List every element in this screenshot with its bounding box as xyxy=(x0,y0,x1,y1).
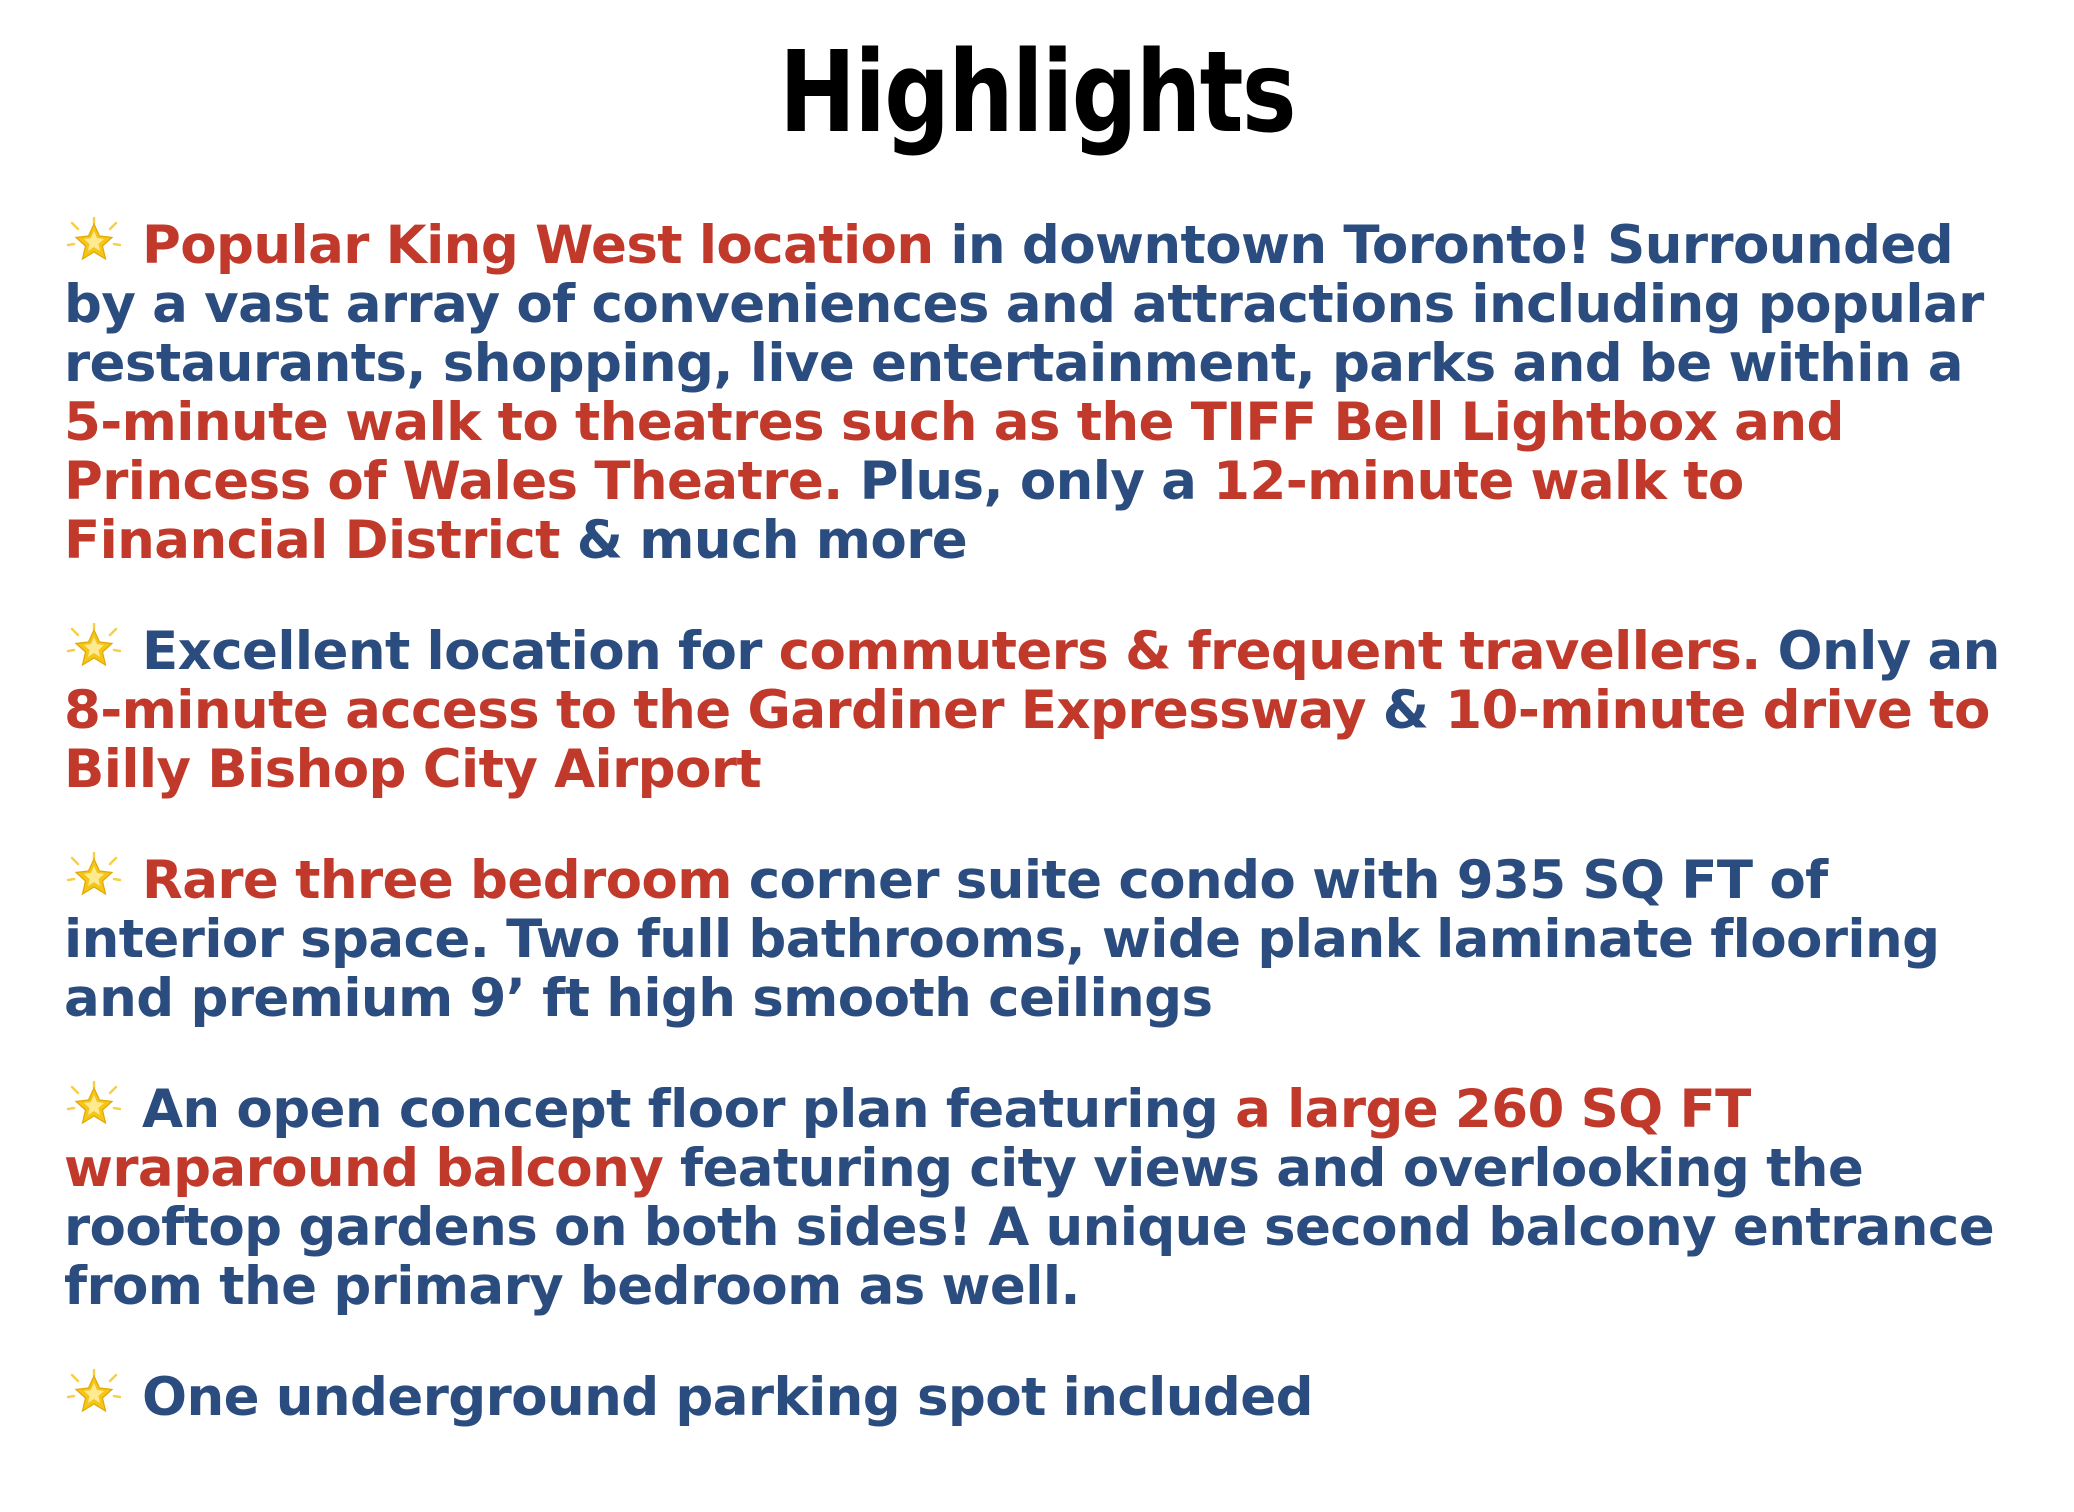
page-title: Highlights xyxy=(779,28,1295,158)
highlight-text-red: 5-minute walk to theatres such as the TIFF Bell Lightbox and Princess of Wales Theatre. xyxy=(64,392,1844,512)
glowing-star-icon xyxy=(64,852,124,902)
highlight-item xyxy=(64,1368,2004,1427)
highlight-text-red: a large 260 SQ FT wraparound balcony xyxy=(64,1079,1751,1199)
highlight-text-red: Rare three bedroom xyxy=(142,850,732,911)
highlight-text-red: 12-minute walk to Financial District xyxy=(64,451,1744,571)
highlight-text: An open concept floor plan featuring xyxy=(142,1079,1236,1140)
highlight-text: Only an xyxy=(1760,621,2000,682)
highlight-text: One underground parking spot included xyxy=(142,1367,1313,1428)
highlight-text-red: commuters & frequent travellers. xyxy=(778,621,1761,682)
highlight-item xyxy=(64,851,2004,1028)
highlight-text-red: Popular King West location xyxy=(142,215,934,276)
highlight-item xyxy=(64,622,2004,799)
highlight-text: Excellent location for xyxy=(142,621,779,682)
highlight-text: & xyxy=(1365,680,1446,741)
highlight-text: Plus, only a xyxy=(842,451,1214,512)
glowing-star-icon xyxy=(64,1369,124,1419)
highlights-list xyxy=(64,216,2004,1427)
highlight-item xyxy=(64,1080,2004,1316)
highlight-text: featuring city views and overlooking the rooftop gardens on both sides! A unique second balcony entrance from the primary bedroom as well. xyxy=(64,1138,1995,1317)
highlight-text: & much more xyxy=(559,510,968,571)
glowing-star-icon xyxy=(64,1081,124,1131)
highlight-text: in downtown Toronto! Surrounded by a vast array of conveniences and attractions including popular restaurants, shopping, live entertainment, parks and be within a xyxy=(64,215,1984,394)
highlight-text-red: 10-minute drive to Billy Bishop City Airport xyxy=(64,680,1990,800)
highlight-item xyxy=(64,216,2004,570)
glowing-star-icon xyxy=(64,217,124,267)
glowing-star-icon xyxy=(64,623,124,673)
highlight-text: corner suite condo with 935 SQ FT of interior space. Two full bathrooms, wide plank laminate flooring and premium 9’ ft high smooth ceilings xyxy=(64,850,1940,1029)
highlight-text-red: 8-minute access to the Gardiner Expressway xyxy=(64,680,1366,741)
